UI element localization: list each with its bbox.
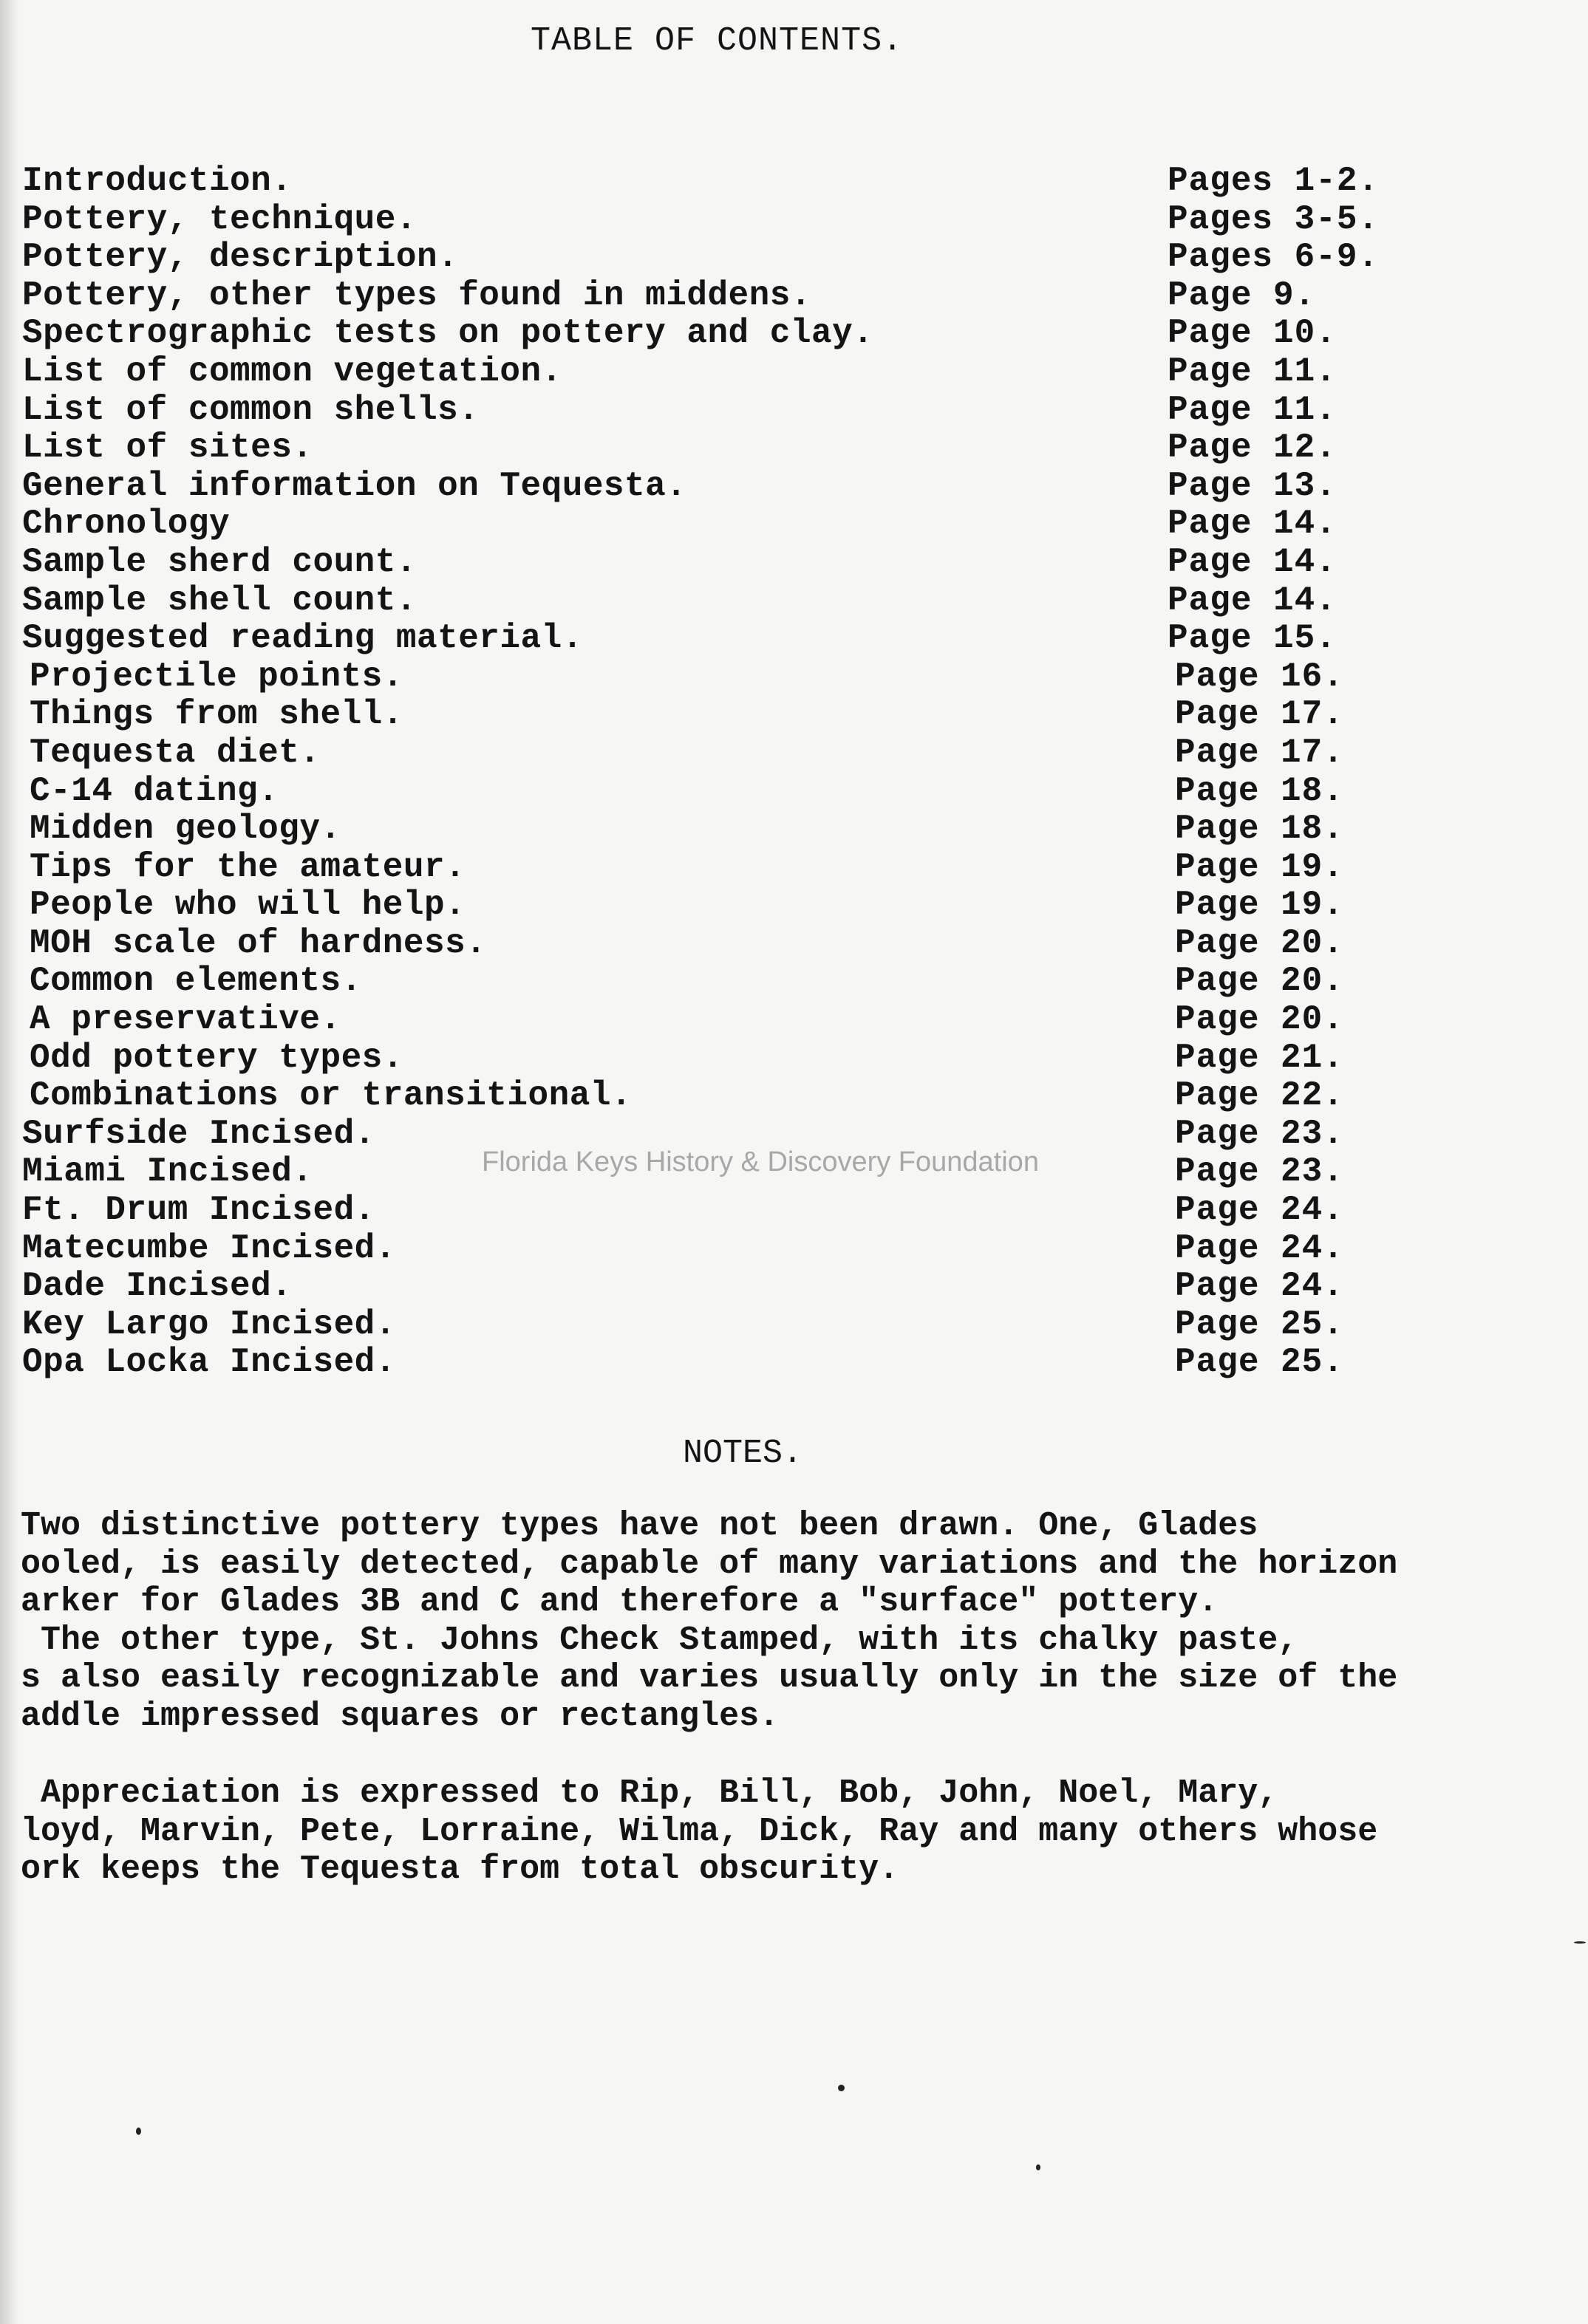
toc-entry <box>22 1306 1411 1344</box>
toc-entry-title: Dade Incised. <box>22 1267 293 1306</box>
toc-entry-page: Page 18. <box>1175 771 1344 810</box>
toc-entry <box>22 1344 1411 1382</box>
toc-entry-title: MOH scale of hardness. <box>30 923 487 963</box>
watermark: Florida Keys History & Discovery Foundation <box>482 1146 1039 1178</box>
toc-entry-title: Miami Incised. <box>22 1152 313 1192</box>
toc-entry-page: Page 24. <box>1175 1228 1344 1268</box>
toc-entry-page: Page 12. <box>1168 428 1337 468</box>
toc-entry-title: List of common shells. <box>22 390 480 429</box>
toc-entry-title: General information on Tequesta. <box>22 466 687 505</box>
toc-entry-page: Page 16. <box>1175 657 1344 696</box>
toc-entry-title: Sample shell count. <box>22 581 417 620</box>
toc-entry-title: Sample sherd count. <box>22 542 417 581</box>
toc-entry-page: Page 18. <box>1175 810 1344 849</box>
toc-entry-title: Odd pottery types. <box>30 1038 403 1077</box>
toc-entry-title: List of common vegetation. <box>22 352 562 391</box>
toc-entry-title: A preservative. <box>30 1000 341 1039</box>
toc-entry-title: Projectile points. <box>30 657 403 696</box>
toc-entry <box>22 925 1411 963</box>
toc-entry <box>22 849 1411 887</box>
toc-entry <box>22 620 1411 658</box>
scan-edge-shadow <box>0 0 19 2324</box>
toc-entry-page: Page 20. <box>1175 962 1344 1001</box>
ink-speck <box>1574 1941 1586 1944</box>
toc-entry <box>22 1077 1411 1115</box>
toc-entry-page: Pages 3-5. <box>1168 199 1380 239</box>
toc-entry-page: Page 14. <box>1168 542 1337 581</box>
toc-entry-title: Key Largo Incised. <box>22 1305 396 1344</box>
toc-entry-title: Midden geology. <box>30 810 341 849</box>
toc-entry-title: Pottery, description. <box>22 238 459 277</box>
toc-entry <box>22 886 1411 925</box>
toc-entry <box>22 429 1411 468</box>
toc-entry <box>22 1268 1411 1306</box>
toc-entry <box>22 582 1411 621</box>
toc-entry-page: Page 25. <box>1175 1305 1344 1344</box>
toc-entry-page: Page 23. <box>1175 1152 1344 1192</box>
toc-entry <box>22 392 1411 430</box>
toc-entry-page: Page 17. <box>1175 733 1344 772</box>
toc-entry <box>22 1001 1411 1039</box>
toc-entry-title: Things from shell. <box>30 695 403 734</box>
toc-entry-title: List of sites. <box>22 428 313 468</box>
toc-entry-page: Page 24. <box>1175 1191 1344 1230</box>
toc-entry-title: Ft. Drum Incised. <box>22 1191 375 1230</box>
toc-entry-title: Pottery, other types found in middens. <box>22 276 811 315</box>
toc-entry-page: Page 14. <box>1168 581 1337 620</box>
toc-entry <box>22 963 1411 1001</box>
toc-entry-title: C-14 dating. <box>30 771 279 810</box>
ink-speck <box>1036 2164 1040 2170</box>
toc-entry <box>22 277 1411 315</box>
toc-entry-title: Opa Locka Incised. <box>22 1343 396 1382</box>
toc-entry-title: Matecumbe Incised. <box>22 1228 396 1268</box>
toc-entry-title: Tips for the amateur. <box>30 847 466 886</box>
toc-entry <box>22 1192 1411 1230</box>
toc-entry <box>22 468 1411 506</box>
toc-entry-page: Page 19. <box>1175 886 1344 925</box>
toc-entry-page: Page 13. <box>1168 466 1337 505</box>
ink-speck <box>136 2128 141 2135</box>
toc-entry-page: Page 11. <box>1168 390 1337 429</box>
ink-speck <box>838 2085 845 2091</box>
table-of-contents <box>22 163 1411 1382</box>
toc-entry-page: Page 20. <box>1175 923 1344 963</box>
toc-entry <box>22 658 1411 697</box>
notes-paragraph: Two distinctive pottery types have not been drawn. One, Glades ooled, is easily detected, capable of many variations and the horizon arker for Glades 3B and C and therefore a "surface" pottery. The other type, St. Johns Check Stamped, with its chalky paste, s also easily recognizable and varies usually only in the size of the addle impressed squares or rectangles. <box>21 1507 1398 1735</box>
toc-entry <box>22 239 1411 277</box>
toc-entry-page: Page 25. <box>1175 1343 1344 1382</box>
toc-entry-page: Page 20. <box>1175 1000 1344 1039</box>
toc-entry-title: Common elements. <box>30 962 362 1001</box>
toc-entry-title: Tequesta diet. <box>30 733 321 772</box>
toc-entry-page: Page 15. <box>1168 619 1337 658</box>
toc-entry-title: Spectrographic tests on pottery and clay. <box>22 314 874 353</box>
toc-entry-title: Pottery, technique. <box>22 199 417 239</box>
notes-paragraph: Appreciation is expressed to Rip, Bill, Bob, John, Noel, Mary, loyd, Marvin, Pete, Lorraine, Wilma, Dick, Ray and many others whose ork keeps the Tequesta from total obscurity. <box>21 1774 1378 1888</box>
toc-entry-page: Page 9. <box>1168 276 1316 315</box>
toc-entry-page: Page 21. <box>1175 1038 1344 1077</box>
toc-entry <box>22 1039 1411 1078</box>
toc-entry-title: People who will help. <box>30 886 466 925</box>
toc-entry-page: Page 10. <box>1168 314 1337 353</box>
toc-entry-page: Pages 1-2. <box>1168 162 1380 200</box>
toc-entry-page: Page 22. <box>1175 1076 1344 1115</box>
toc-entry-title: Introduction. <box>22 162 293 200</box>
toc-entry <box>22 353 1411 392</box>
toc-entry <box>22 544 1411 582</box>
toc-entry-title: Surfside Incised. <box>22 1114 375 1153</box>
toc-entry <box>22 1230 1411 1268</box>
toc-entry-title: Chronology <box>22 505 231 544</box>
toc-entry <box>22 505 1411 544</box>
toc-entry-page: Page 19. <box>1175 847 1344 886</box>
toc-entry <box>22 810 1411 849</box>
page-title: TABLE OF CONTENTS. <box>531 22 904 60</box>
notes-heading: NOTES. <box>683 1435 803 1472</box>
toc-entry-page: Page 14. <box>1168 505 1337 544</box>
toc-entry <box>22 773 1411 811</box>
toc-entry <box>22 201 1411 239</box>
toc-entry <box>22 315 1411 353</box>
toc-entry-page: Page 11. <box>1168 352 1337 391</box>
toc-entry-page: Pages 6-9. <box>1168 238 1380 277</box>
toc-entry <box>22 734 1411 773</box>
toc-entry-page: Page 24. <box>1175 1267 1344 1306</box>
toc-entry-page: Page 23. <box>1175 1114 1344 1153</box>
toc-entry-title: Combinations or transitional. <box>30 1076 633 1115</box>
toc-entry-page: Page 17. <box>1175 695 1344 734</box>
toc-entry <box>22 696 1411 734</box>
toc-entry-title: Suggested reading material. <box>22 619 583 658</box>
toc-entry <box>22 163 1411 201</box>
